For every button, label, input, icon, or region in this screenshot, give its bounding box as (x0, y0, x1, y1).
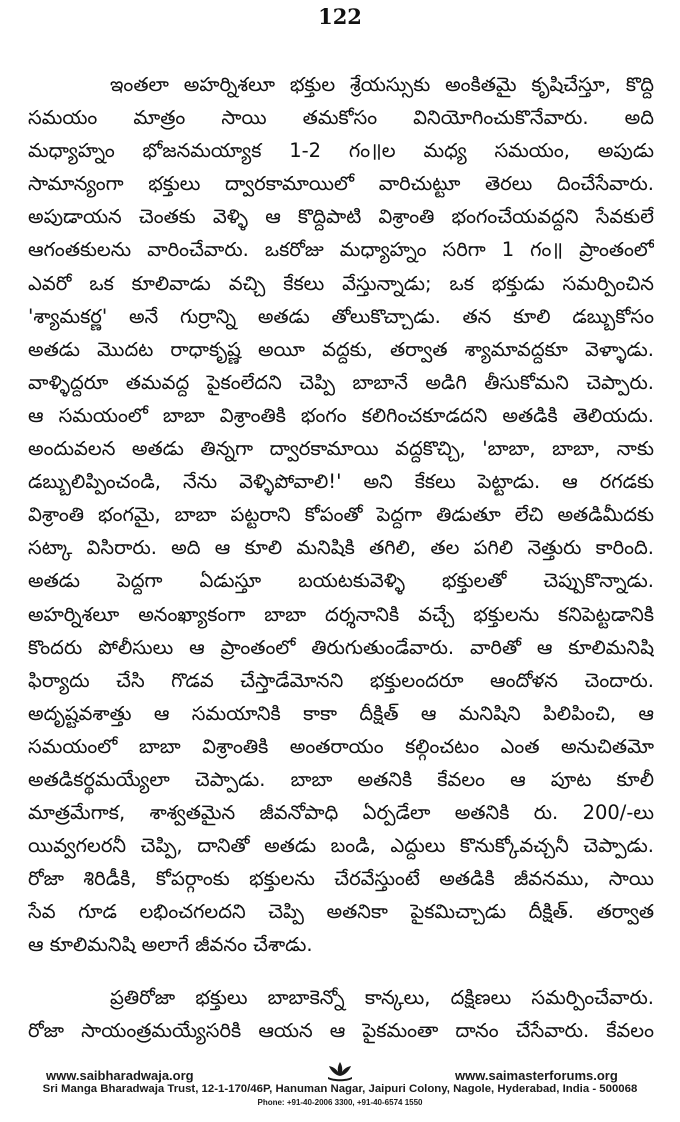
text-line: ఎవరో ఒక కూలివాడు వచ్చి కేకలు వేస్తున్నాడు; ఒక భక్తుడు సమర్పించిన (28, 271, 654, 295)
text-line: కొందరు పోలీసులు ఆ ప్రాంతంలో తిరుగుతుండేవారు. వారితో ఆ కూలిమనిషి (28, 635, 654, 659)
footer-website-right[interactable]: www.saimasterforums.org (455, 1068, 618, 1083)
text-line: ఆగంతకులను వారించేవారు. ఒకరోజు మధ్యాహ్నం సరిగా 1 గం॥ ప్రాంతంలో (28, 238, 654, 262)
paragraph-2 (28, 981, 654, 1047)
paragraph-gap (28, 962, 654, 981)
footer-website-left[interactable]: www.saibharadwaja.org (46, 1068, 194, 1083)
text-line: సామాన్యంగా భక్తులు ద్వారకామాయిలో వారిచుట్టూ తెరలు దించేసేవారు. (28, 172, 654, 196)
text-line: అహర్నిశలూ అనంఖ్యాకంగా బాబా దర్శనానికి వచ్చే భక్తులను కనిపెట్టడానికి (28, 602, 654, 626)
text-line: ఆ కూలిమనిషి అలాగే జీవనం చేశాడు. (28, 933, 313, 957)
text-line: రోజా సాయంత్రమయ్యేసరికి ఆయన ఆ పైకమంతా దానం చేసేవారు. కేవలం (28, 1018, 654, 1042)
text-line: మధ్యాహ్నం భోజనమయ్యాక 1-2 గం॥ల మధ్య సమయం, అపుడు (28, 139, 654, 163)
text-line: సమయం మాత్రం సాయి తమకోసం వినియోగించుకొనేవారు. అది (28, 106, 654, 130)
text-line: అదృష్టవశాత్తు ఆ సమయానికి కాకా దీక్షిత్ ఆ మనిషిని పిలిపించి, ఆ (28, 701, 654, 725)
text-line: అందువలన అతడు తిన్నగా ద్వారకామాయి వద్దకొచ్చి, 'బాబా, బాబా, నాకు (28, 437, 654, 461)
text-line: అతడు పెద్దగా ఏడుస్తూ బయటకువెళ్ళి భక్తులతో చెప్పుకొన్నాడు. (28, 569, 654, 593)
text-line: ఫిర్యాదు చేసి గొడవ చేస్తాడేమోనని భక్తులందరూ ఆందోళన చెందారు. (28, 668, 654, 692)
text-line: మాత్రమేగాక, శాశ్వతమైన జీవనోపాధి ఏర్పడేలా అతనికి రు. 200/-లు (28, 801, 654, 825)
text-line: రోజా శిరిడీకి, కోపర్గాంకు భక్తులను చేరవేస్తుంటే అతడికి జీవనము, సాయి (28, 867, 654, 891)
text-line: వాళ్ళిద్దరూ తమవద్ద పైకంలేదని చెప్పి బాబానే అడిగి తీసుకోమని చెప్పారు. (28, 370, 654, 394)
page-body (28, 68, 654, 1047)
text-line: యివ్వగలరనీ చెప్పి, దానితో అతడు బండి, ఎద్దులు కొనుక్కోవచ్చనీ చెప్పాడు. (28, 834, 654, 858)
paragraph-1 (28, 68, 654, 962)
text-line: అపుడాయన చెంతకు వెళ్ళి ఆ కొద్దిపాటి విశ్రాంతి భంగంచేయవద్దని సేవకులే (28, 205, 654, 229)
text-line: సమయంలో బాబా విశ్రాంతికి అంతరాయం కల్గించటం ఎంత అనుచితమో (28, 734, 654, 758)
footer-phone: Phone: +91-40-2006 3300, +91-40-6574 1550 (257, 1098, 423, 1107)
footer-address: Sri Manga Bharadwaja Trust, 12-1-170/46P, Hanuman Nagar, Jaipuri Colony, Nagole, Hyderabad, India - 500068 (42, 1083, 638, 1095)
text-line: డబ్బులిప్పించండి, నేను వెళ్ళిపోవాలి!' అని కేకలు పెట్టాడు. ఆ రగడకు (28, 470, 654, 494)
text-line: 'శ్యామకర్ణ' అనే గుర్రాన్ని అతడు తోలుకొచ్చాడు. తన కూలి డబ్బుకోసం (28, 304, 654, 328)
text-line: అతడికర్థమయ్యేలా చెప్పాడు. బాబా అతనికి కేవలం ఆ పూట కూలీ (28, 767, 654, 791)
text-line: సేవ గూడ లభించగలదని చెప్పి అతనికా పైకమిచ్చాడు దీక్షిత్. తర్వాత (28, 900, 654, 924)
text-line: అతడు మొదట రాధాకృష్ణ అయీ వద్దకు, తర్వాత శ్యామావద్దకూ వెళ్ళాడు. (28, 337, 654, 361)
page-number: 122 (318, 4, 362, 29)
text-line: విశ్రాంతి భంగమై, బాబా పట్టరాని కోపంతో పెద్దగా తిడుతూ లేచి అతడిమీదకు (28, 503, 654, 527)
text-line: ప్రతిరోజా భక్తులు బాబాకెన్నో కాన్కలు, దక్షిణలు సమర్పించేవారు. (110, 985, 654, 1009)
text-line: ఇంతలా అహర్నిశలూ భక్తుల శ్రేయస్సుకు అంకితమై కృషిచేస్తూ, కొద్ది (110, 73, 654, 96)
lotus-emblem-icon (326, 1061, 354, 1083)
text-line: ఆ సమయంలో బాబా విశ్రాంతికి భంగం కలిగించకూడదని అతడికి తెలియదు. (28, 403, 654, 427)
text-line: సట్కా విసిరారు. అది ఆ కూలి మనిషికి తగిలి, తల పగిలి నెత్తురు కారింది. (28, 536, 654, 560)
